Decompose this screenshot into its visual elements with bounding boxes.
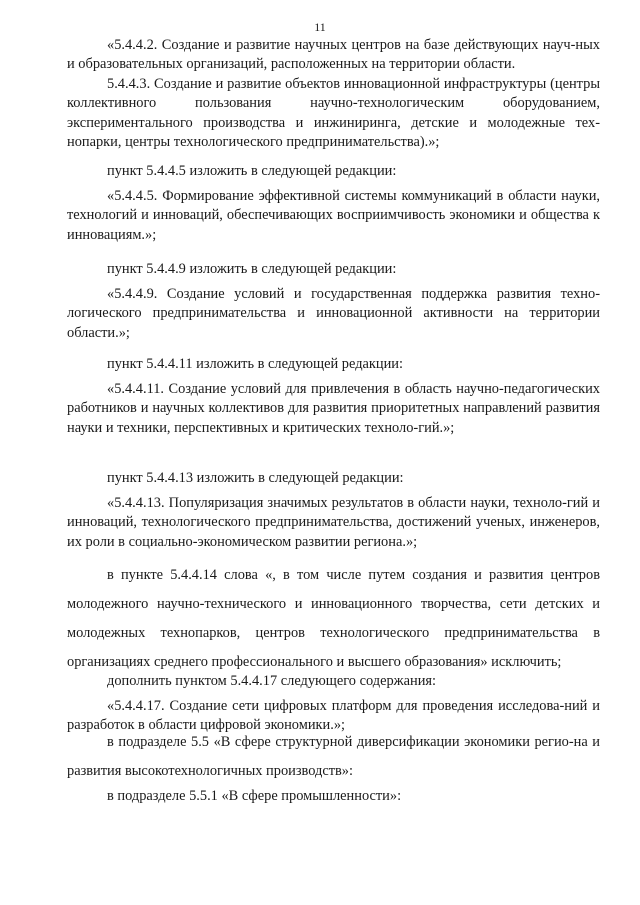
paragraph-5-4-4-13: «5.4.4.13. Популяризация значимых результатов в области науки, техноло-гий и инноваций, технологического предпринимательства, достижений ученых, инженеров, их роли в социально-экономическом развитии региона.»; — [67, 495, 600, 550]
instruction-5-4-4-17: дополнить пунктом 5.4.4.17 следующего содержания: — [107, 673, 437, 689]
paragraph-5-4-4-3: 5.4.4.3. Создание и развитие объектов инновационной инфраструктуры (центры коллективного пользования научно-технологическим оборудованием, экспериментального производства и инжиниринга, детские и молодежные тех-нопарки, центры технологического предпринимательства).»; — [67, 76, 600, 151]
paragraph-5-4-4-14: в пункте 5.4.4.14 слова «, в том числе путем создания и развития центров молодежного научно-технического и инновационного творчества, сети детских и молодежных технопарков, центров технологического предпринимательства в организациях среднего профессионального и высшего образования» исключить; — [67, 567, 600, 670]
instruction-5-4-4-5: пункт 5.4.4.5 изложить в следующей редакции: — [107, 163, 397, 179]
paragraph-5-4-4-2: «5.4.4.2. Создание и развитие научных центров на базе действующих науч-ных и образовательных организаций, расположенных на территории области. — [67, 37, 600, 73]
instruction-5-4-4-13: пункт 5.4.4.13 изложить в следующей редакции: — [107, 470, 404, 486]
instruction-5-4-4-9: пункт 5.4.4.9 изложить в следующей редакции: — [107, 261, 397, 277]
paragraph-5-4-4-11: «5.4.4.11. Создание условий для привлечения в область научно-педагогических работников и научных коллективов для развития приоритетных направлений развития науки и техники, перспективных и критических техноло-гий.»; — [67, 381, 600, 436]
subsection-5-5-1-instruction: в подразделе 5.5.1 «В сфере промышленности»: — [107, 788, 402, 804]
instruction-5-4-4-11: пункт 5.4.4.11 изложить в следующей редакции: — [107, 356, 404, 372]
paragraph-5-4-4-9: «5.4.4.9. Создание условий и государственная поддержка развития техно-логического предпринимательства и инновационной активности на территории области.»; — [67, 286, 600, 341]
page-number: 11 — [314, 20, 326, 34]
paragraph-5-4-4-5: «5.4.4.5. Формирование эффективной системы коммуникаций в области науки, технологий и инноваций, обеспечивающих восприимчивость экономики и общества к инновациям.»; — [67, 188, 600, 243]
subsection-5-5-instruction: в подразделе 5.5 «В сфере структурной диверсификации экономики регио-на и развития высокотехнологичных производств»: — [67, 734, 600, 779]
paragraph-5-4-4-17: «5.4.4.17. Создание сети цифровых платформ для проведения исследова-ний и разработок в области цифровой экономики.»; — [67, 698, 600, 734]
